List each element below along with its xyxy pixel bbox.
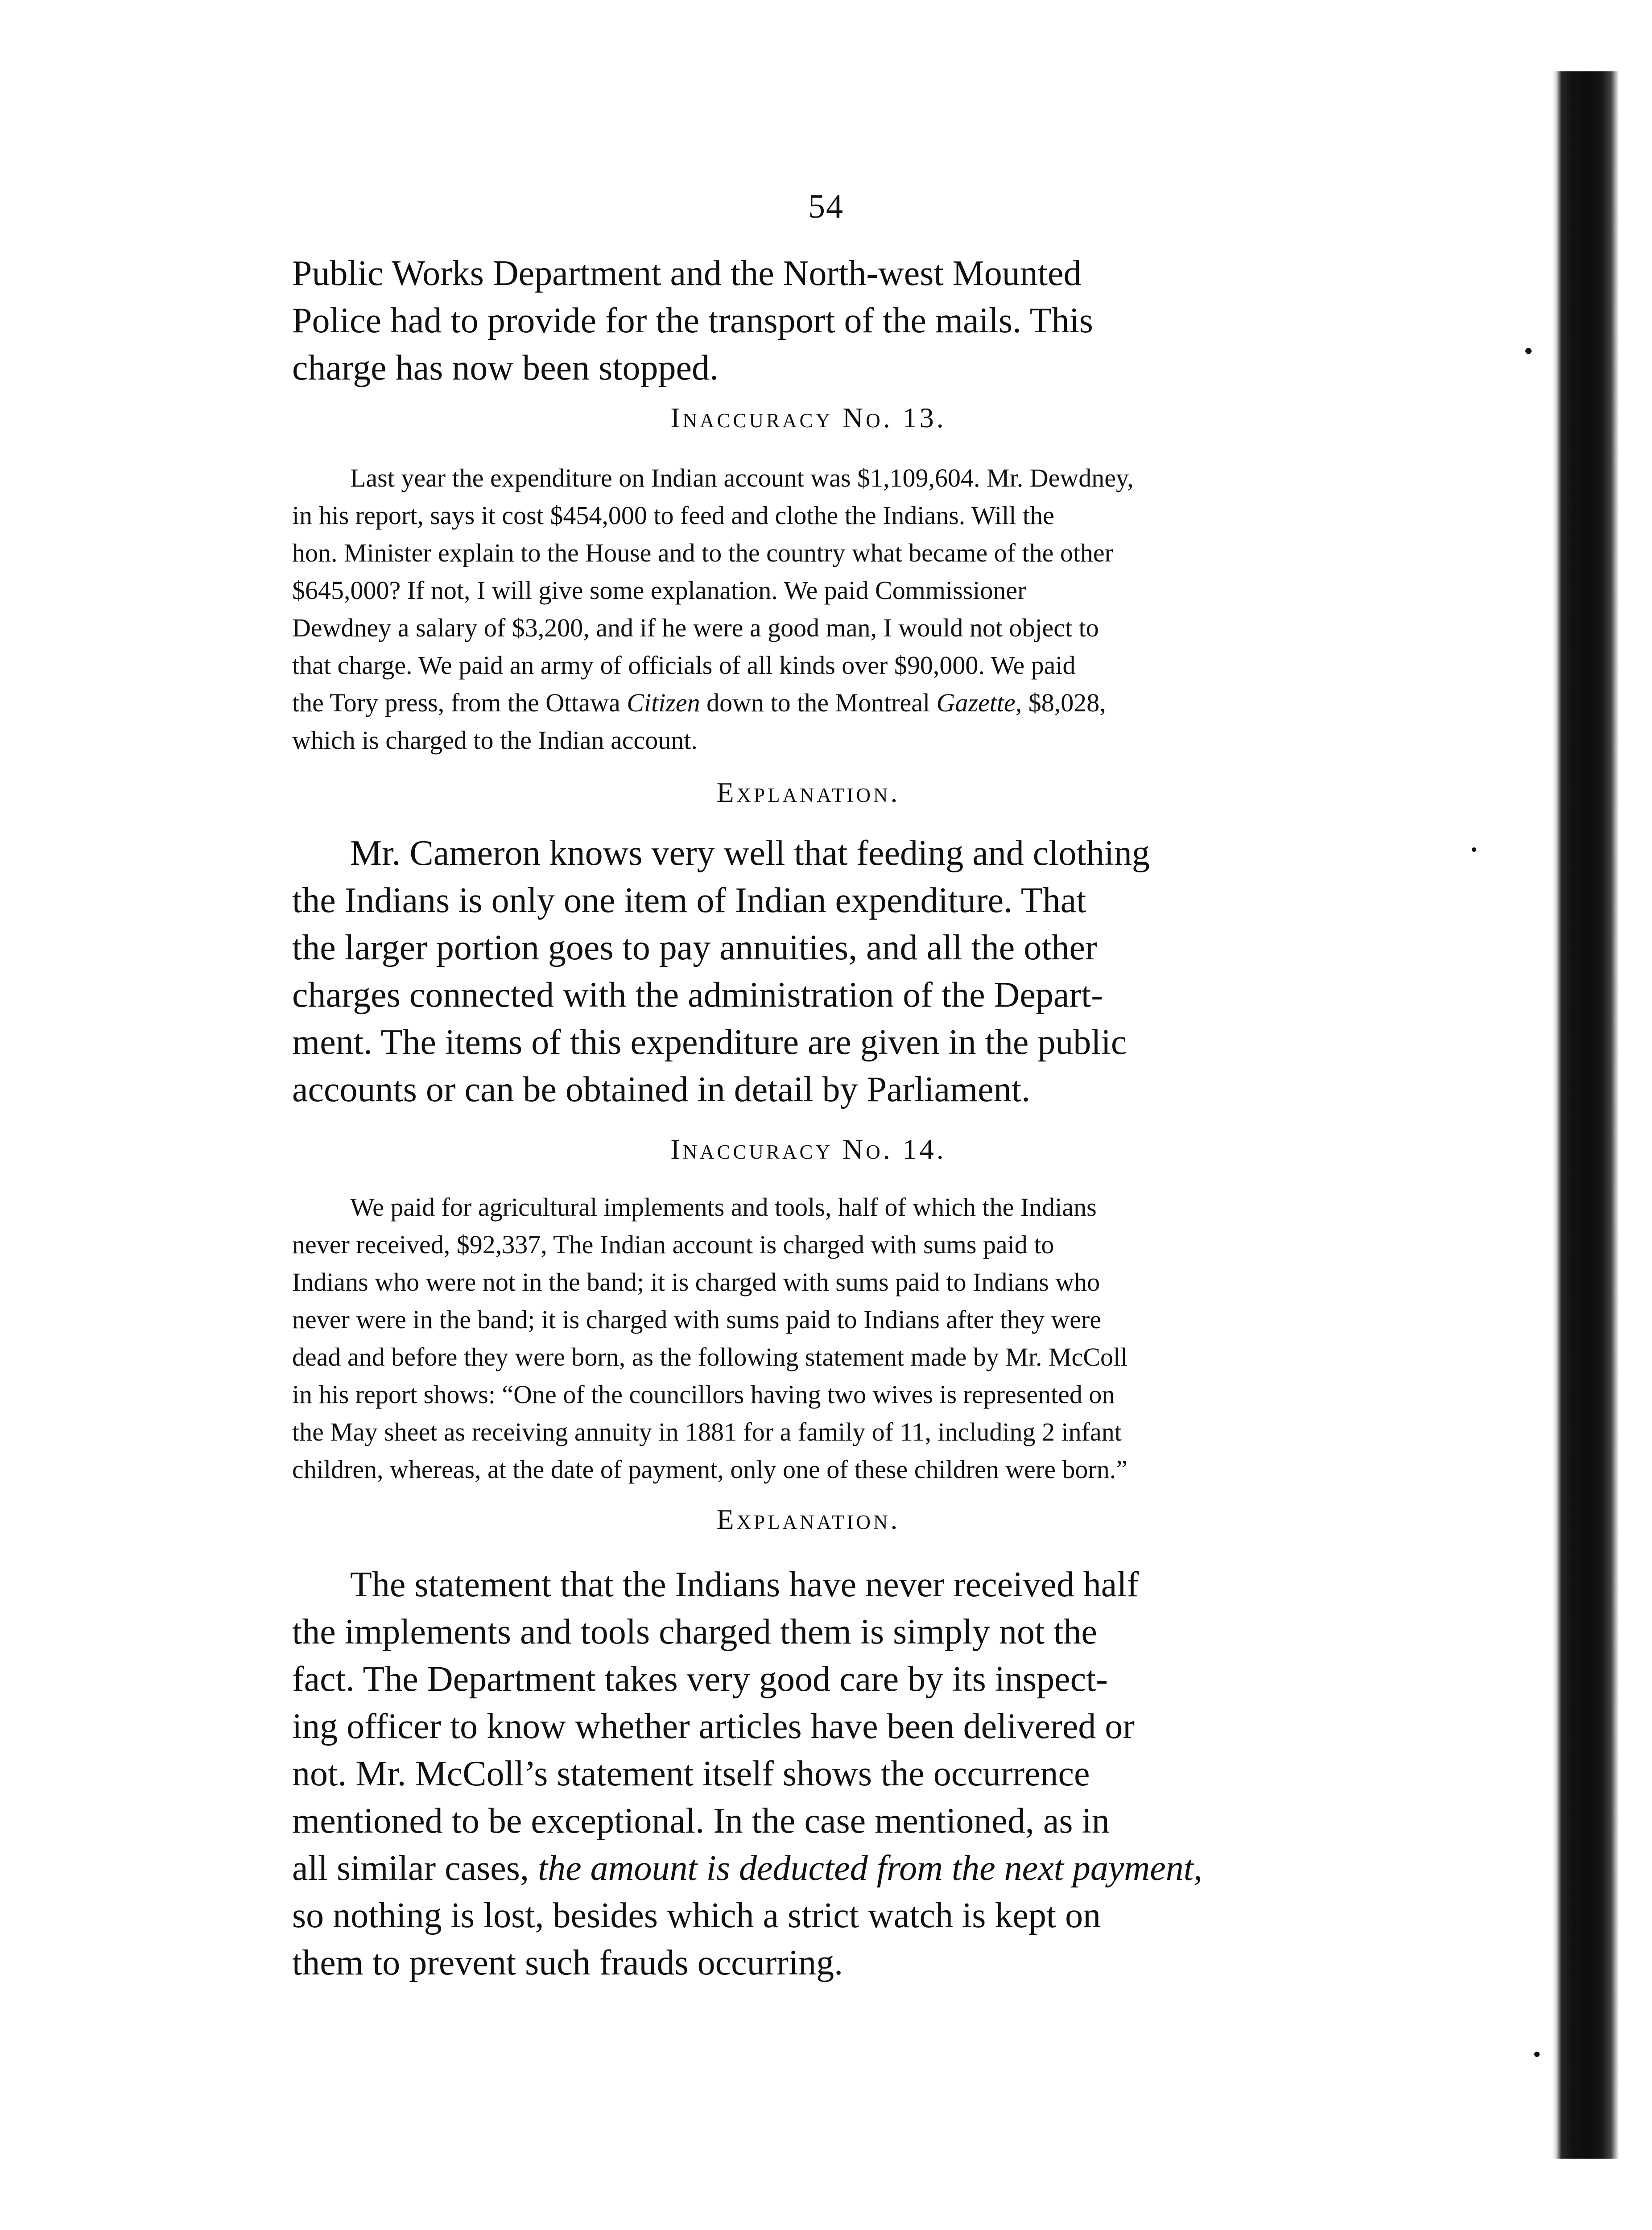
section-13-heading-wrap — [292, 401, 1325, 434]
text-line: Mr. Cameron knows very well that feeding and clothing — [350, 834, 1150, 873]
binding-edge — [1552, 71, 1619, 2159]
quote-line-fragment: , $8,028, — [1015, 688, 1106, 717]
explanation-heading: Explanation. — [716, 1503, 900, 1535]
section-13-quote — [292, 459, 1325, 759]
text-line: mentioned to be exceptional. In the case mentioned, as in — [292, 1801, 1110, 1841]
text-line: the larger portion goes to pay annuities, and all the other — [292, 928, 1097, 967]
text-line: fact. The Department takes very good care by its inspect- — [292, 1660, 1108, 1699]
text-line: ment. The items of this expenditure are given in the public — [292, 1023, 1127, 1062]
text-line: accounts or can be obtained in detail by Parliament. — [292, 1070, 1030, 1109]
section-13-explanation — [292, 830, 1325, 1113]
text-line: ing officer to know whether articles have been delivered or — [292, 1707, 1135, 1746]
quote-line: Indians who were not in the band; it is charged with sums paid to Indians who — [292, 1268, 1100, 1297]
quote-line-fragment: down to the Montreal — [700, 688, 937, 717]
quote-line: hon. Minister explain to the House and to the country what became of the other — [292, 538, 1113, 567]
section-13-explanation-heading-wrap — [292, 776, 1325, 809]
continuation-paragraph — [292, 250, 1325, 392]
quote-line: $645,000? If not, I will give some explanation. We paid Commissioner — [292, 576, 1026, 605]
quote-line: that charge. We paid an army of officials of all kinds over $90,000. We paid — [292, 651, 1076, 680]
text-line: Police had to provide for the transport of the mails. This — [292, 301, 1093, 340]
section-heading: Inaccuracy No. 13. — [670, 402, 946, 434]
quote-line: in his report shows: “One of the councillors having two wives is represented on — [292, 1380, 1115, 1409]
emphasized-text: the amount is deducted from the next payment, — [537, 1849, 1202, 1888]
section-14-explanation — [292, 1561, 1325, 1986]
quote-line: dead and before they were born, as the following statement made by Mr. McColl — [292, 1342, 1128, 1371]
quote-line: Dewdney a salary of $3,200, and if he were a good man, I would not object to — [292, 613, 1099, 642]
text-line: charge has now been stopped. — [292, 348, 719, 388]
text-line: the implements and tools charged them is simply not the — [292, 1612, 1097, 1652]
text-line: them to prevent such frauds occurring. — [292, 1943, 843, 1982]
text-line: the Indians is only one item of Indian expenditure. That — [292, 881, 1086, 920]
section-14-heading-wrap — [292, 1133, 1325, 1166]
scan-speck — [1472, 847, 1476, 852]
section-14-quote — [292, 1189, 1325, 1488]
quote-line: Last year the expenditure on Indian account was $1,109,604. Mr. Dewdney, — [350, 463, 1134, 492]
quote-line: in his report, says it cost $454,000 to feed and clothe the Indians. Will the — [292, 501, 1054, 530]
section-heading: Inaccuracy No. 14. — [670, 1133, 946, 1165]
newspaper-citizen: Citizen — [627, 688, 700, 717]
quote-line: We paid for agricultural implements and tools, half of which the Indians — [350, 1193, 1097, 1222]
text-line: not. Mr. McColl’s statement itself shows the occurrence — [292, 1754, 1090, 1793]
quote-line: the May sheet as receiving annuity in 1881 for a family of 11, including 2 infant — [292, 1417, 1122, 1446]
section-14-explanation-heading-wrap — [292, 1503, 1325, 1536]
text-line: charges connected with the administration of the Depart- — [292, 975, 1103, 1015]
explanation-heading: Explanation. — [716, 776, 900, 808]
scan-speck — [1534, 2052, 1540, 2057]
quote-line: children, whereas, at the date of payment, only one of these children were born.” — [292, 1455, 1127, 1484]
scan-speck — [1525, 348, 1532, 354]
text-line: Public Works Department and the North-west Mounted — [292, 254, 1082, 293]
text-line: so nothing is lost, besides which a strict watch is kept on — [292, 1896, 1101, 1935]
page-number: 54 — [808, 188, 844, 225]
quote-line: never were in the band; it is charged with sums paid to Indians after they were — [292, 1305, 1102, 1334]
newspaper-gazette: Gazette — [936, 688, 1016, 717]
text-line-fragment: all similar cases, — [292, 1849, 538, 1888]
quote-line: the Tory press, from the Ottawa — [292, 688, 627, 717]
quote-line: which is charged to the Indian account. — [292, 726, 698, 755]
text-line: The statement that the Indians have never received half — [350, 1565, 1139, 1604]
quote-line: never received, $92,337, The Indian account is charged with sums paid to — [292, 1230, 1054, 1259]
